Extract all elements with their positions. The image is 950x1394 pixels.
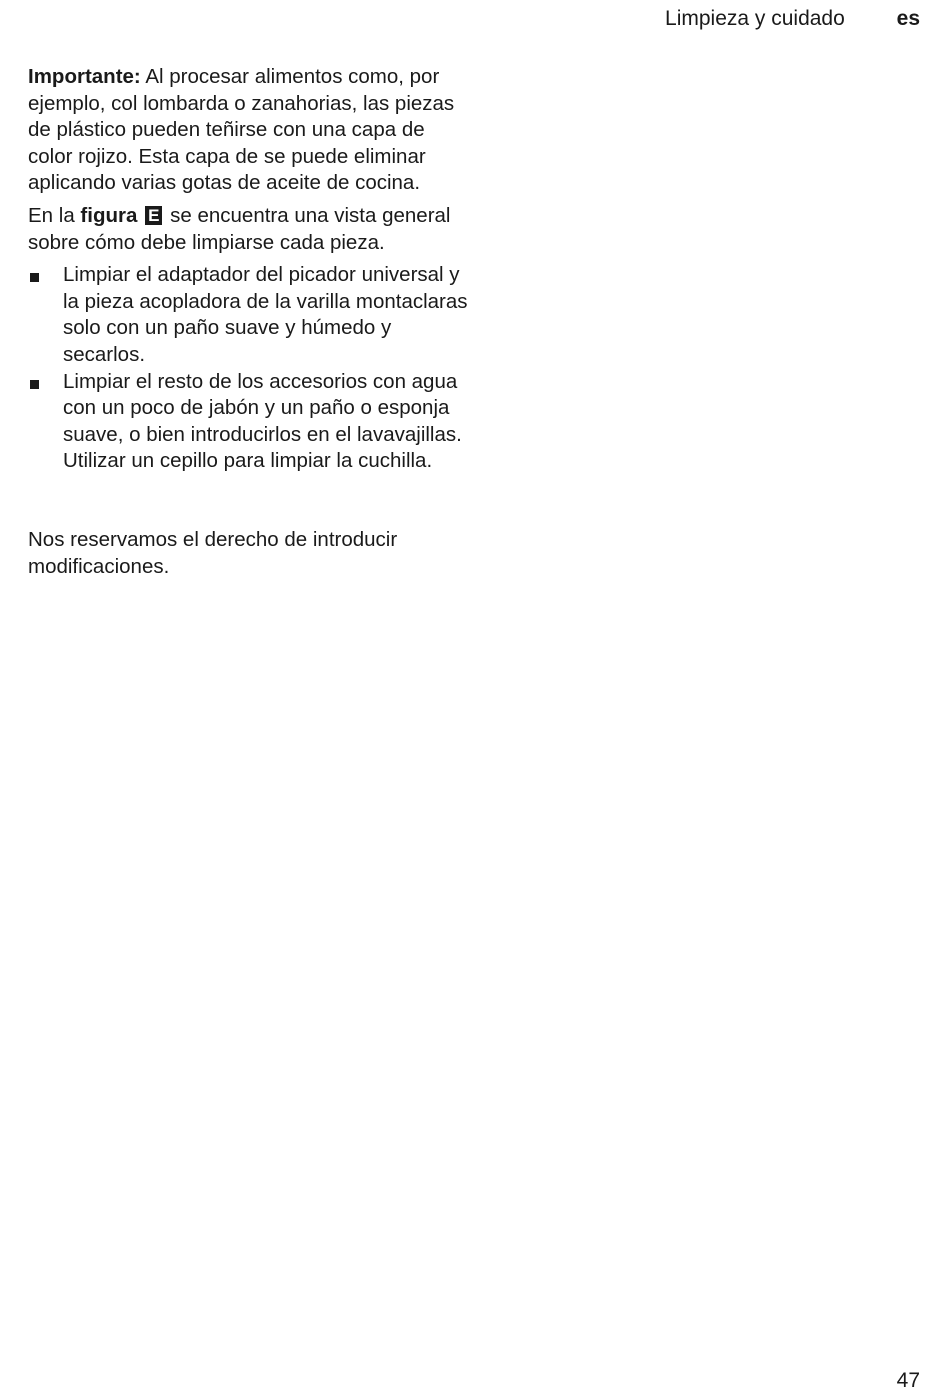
important-text: Al procesar alimentos como, por ejemplo, col lombarda o zanahorias, las piezas de plástico pueden teñirse con una capa de color rojizo. Esta capa de se puede eliminar aplicando varias gotas de aceite de cocina. (28, 65, 455, 195)
section-title: Limpieza y cuidado (665, 7, 845, 30)
page-number: 47 (896, 1369, 920, 1392)
modification-notice: Nos reservamos el derecho de introducir modificaciones. (28, 527, 398, 578)
figure-intro: En la (28, 203, 81, 227)
figure-letter-badge: E (145, 206, 162, 225)
cleaning-instructions-list (28, 262, 468, 475)
list-item (28, 369, 468, 475)
list-item-text: Limpiar el resto de los accesorios con agua con un poco de jabón y un paño o esponja suave, o bien introducirlos en el lavavajillas. Utilizar un cepillo para limpiar la cuchilla. (63, 369, 462, 473)
language-code: es (896, 7, 920, 30)
square-bullet-icon (30, 273, 39, 282)
list-item (28, 262, 468, 368)
page-header (665, 6, 920, 32)
important-label: Importante: (28, 65, 141, 88)
important-paragraph (28, 64, 468, 197)
figure-rest: se encuentra una vista general sobre cómo debe limpiarse cada pieza. (28, 203, 451, 254)
figure-word: figura (80, 203, 138, 227)
main-content (28, 64, 468, 586)
figure-paragraph (28, 203, 468, 256)
square-bullet-icon (30, 380, 39, 389)
list-item-text: Limpiar el adaptador del picador universal y la pieza acopladora de la varilla montaclaras solo con un paño suave y húmedo y secarlos. (63, 263, 468, 366)
